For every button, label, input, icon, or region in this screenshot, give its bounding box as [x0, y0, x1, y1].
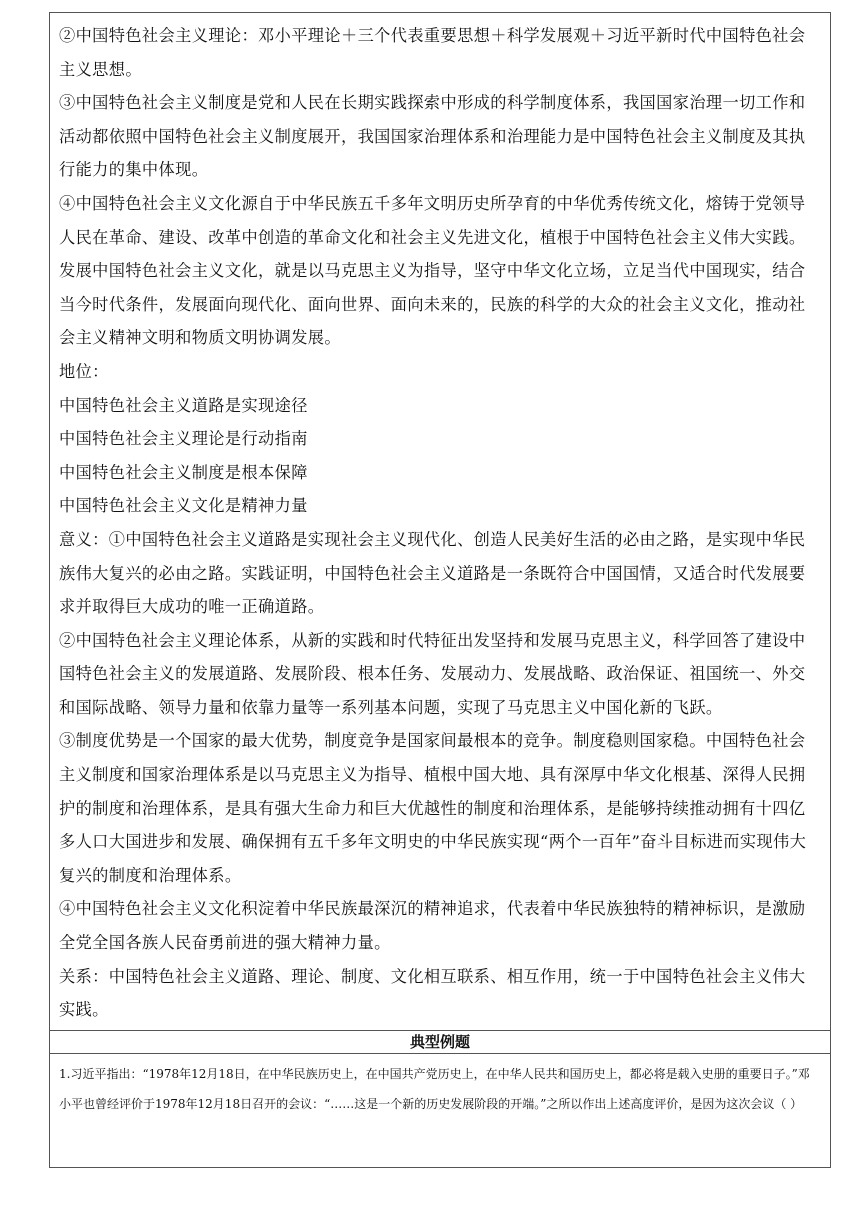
status-theory: 中国特色社会主义理论是行动指南 — [59, 429, 308, 449]
notes-section — [50, 13, 830, 1030]
status-heading: 地位： — [59, 361, 109, 381]
significance-system: ③制度优势是一个国家的最大优势，制度竞争是国家间最根本的竞争。制度稳则国家稳。中国特色社会主义制度和国家治理体系是以马克思主义为指导、植根中国大地、具有深厚中华文化根基、深得人民拥护的制度和治理体系，是具有强大生命力和巨大优越性的制度和治理体系，是能够持续推动拥有十四亿多人口大国进步和发展、确保拥有五千多年文明史的中华民族实现“两个一百年”奋斗目标进而实现伟大复兴的制度和治理体系。 — [59, 731, 807, 885]
significance-culture: ④中国特色社会主义文化积淀着中华民族最深沉的精神追求，代表着中华民族独特的精神标识，是激励全党全国各族人民奋勇前进的强大精神力量。 — [59, 899, 806, 953]
table-divider — [50, 1053, 830, 1054]
paragraph-system: ③中国特色社会主义制度是党和人民在长期实践探索中形成的科学制度体系，我国国家治理一切工作和活动都依照中国特色社会主义制度展开，我国国家治理体系和治理能力是中国特色社会主义制度及其执行能力的集中体现。 — [59, 93, 806, 180]
example-question: 1.习近平指出：“1978年12月18日，在中华民族历史上，在中国共产党历史上，在中华人民共和国历史上，都必将是载入史册的重要日子。”邓小平也曾经评价于1978年12月18日召开的会议：“……这是一个新的历史发展阶段的开端。”之所以作出上述高度评价，是因为这次会议（ ） — [59, 1067, 810, 1111]
section-title: 典型例题 — [409, 1033, 470, 1051]
status-culture: 中国特色社会主义文化是精神力量 — [59, 496, 308, 516]
significance-road: 意义：①中国特色社会主义道路是实现社会主义现代化、创造人民美好生活的必由之路，是实现中华民族伟大复兴的必由之路。实践证明，中国特色社会主义道路是一条既符合中国国情，又适合时代发展要求并取得巨大成功的唯一正确道路。 — [59, 529, 806, 617]
significance-theory: ②中国特色社会主义理论体系，从新的实践和时代特征出发坚持和发展马克思主义，科学回答了建设中国特色社会主义的发展道路、发展阶段、根本任务、发展动力、发展战略、政治保证、祖国统一、外交和国际战略、领导力量和依靠力量等一系列基本问题，实现了马克思主义中国化新的飞跃。 — [59, 630, 806, 717]
status-road: 中国特色社会主义道路是实现途径 — [59, 395, 308, 415]
relationship-paragraph: 关系：中国特色社会主义道路、理论、制度、文化相互联系、相互作用，统一于中国特色社会主义伟大实践。 — [59, 966, 806, 1020]
content-table — [49, 12, 831, 1168]
status-system: 中国特色社会主义制度是根本保障 — [59, 462, 308, 482]
paragraph-culture: ④中国特色社会主义文化源自于中华民族五千多年文明历史所孕育的中华优秀传统文化，熔铸于党领导人民在革命、建设、改革中创造的革命文化和社会主义先进文化，植根于中国特色社会主义伟大实践。发展中国特色社会主义文化，就是以马克思主义为指导，坚守中华文化立场，立足当代中国现实，结合当今时代条件，发展面向现代化、面向世界、面向未来的，民族的科学的大众的社会主义文化，推动社会主义精神文明和物质文明协调发展。 — [59, 193, 806, 348]
paragraph-theory: ②中国特色社会主义理论：邓小平理论＋三个代表重要思想＋科学发展观＋习近平新时代中国特色社会主义思想。 — [59, 26, 806, 79]
